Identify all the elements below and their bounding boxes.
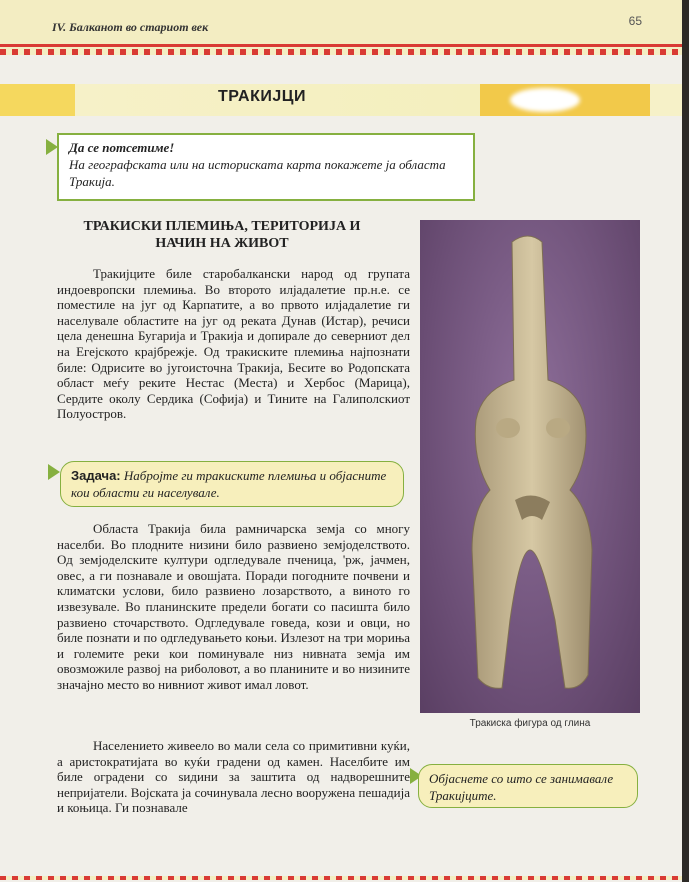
header-checker-border: [0, 49, 682, 55]
question-box: [418, 764, 638, 808]
paragraph-2: Областа Тракија била рамничарска земја со многу населби. Во плодните низини било развиено земјоделството. Од земјоделските култури одгледувале пченица, 'рж, јачмен, овес, а ги познавале и овошјата. Поради погодните почвени и климатски услови, било развиено лозарството, а виното го извезувале. Во планинските предели богати со пасишта било развиено сточарството. Одгледувале говеда, кози и овци, но биле познати и по одгледувањето коњи. Излезот на три мориња и големите реки кои поминувале низ нивната земја им овозможиле развој на риболовот, а во планините и во низините значајно место во нивниот живот имал ловот.: [57, 521, 410, 692]
page-number: 65: [628, 14, 642, 28]
clay-figurine-image: [420, 220, 640, 713]
thracian-figurine-photo: [420, 220, 640, 713]
subheading: ТРАКИСКИ ПЛЕМИЊА, ТЕРИТОРИЈА И НАЧИН НА ЖИВОТ: [83, 219, 361, 251]
task-arrow-icon: [48, 464, 60, 480]
task-box: [60, 461, 404, 507]
section-title: ТРАКИЈЦИ: [218, 88, 306, 105]
task-label: Задача:: [71, 468, 121, 483]
header-rule: [0, 44, 682, 47]
running-head: IV. Балканот во стариот век: [52, 20, 209, 34]
task-text: Набројте ги тракиските племиња и објасните кои области ги населувале.: [71, 468, 387, 500]
reminder-heading: Да се потсетиме!: [69, 140, 175, 155]
reminder-text: На географската или на историската карта покажете ја областа Тракија.: [69, 157, 446, 189]
reminder-box: [57, 133, 475, 201]
book-spine: [682, 0, 689, 882]
paragraph-3: Населението живеело во мали села со примитивни куќи, а аристократијата во куќи градени од камен. Населбите им биле оградени со ѕидини за заштита од надворешните непријатели. Војската ја сочинувала лесно вооружена пешадија и коњица. Ги познавале: [57, 738, 410, 816]
figure-caption: Тракиска фигура од глина: [469, 718, 591, 729]
paragraph-1: Тракијците биле старобалкански народ од групата индоевропски племиња. Во второто илјадалетие пр.н.е. се поместиле на југ од Карпатите, а во првото илјадалетие ги населувале областите на југ од реката Дунав (Истар), речиси цела денешна Бугарија и Тракија и допирале до северниот дел на Егејското крајбрежје. Од тракиските племиња најпознати биле: Одрисите во југоисточна Тракија, Бесите во Родопската област меѓу реките Нестас (Места) и Хербос (Марица), Сердите околу Сердика (Софија) и Тините на Галиполскиот Полуостров.: [57, 266, 410, 422]
white-blot: [510, 88, 580, 112]
footer-checker-border: [0, 876, 682, 880]
question-text: Објаснете со што се занимавале Тракијците.: [429, 771, 614, 803]
